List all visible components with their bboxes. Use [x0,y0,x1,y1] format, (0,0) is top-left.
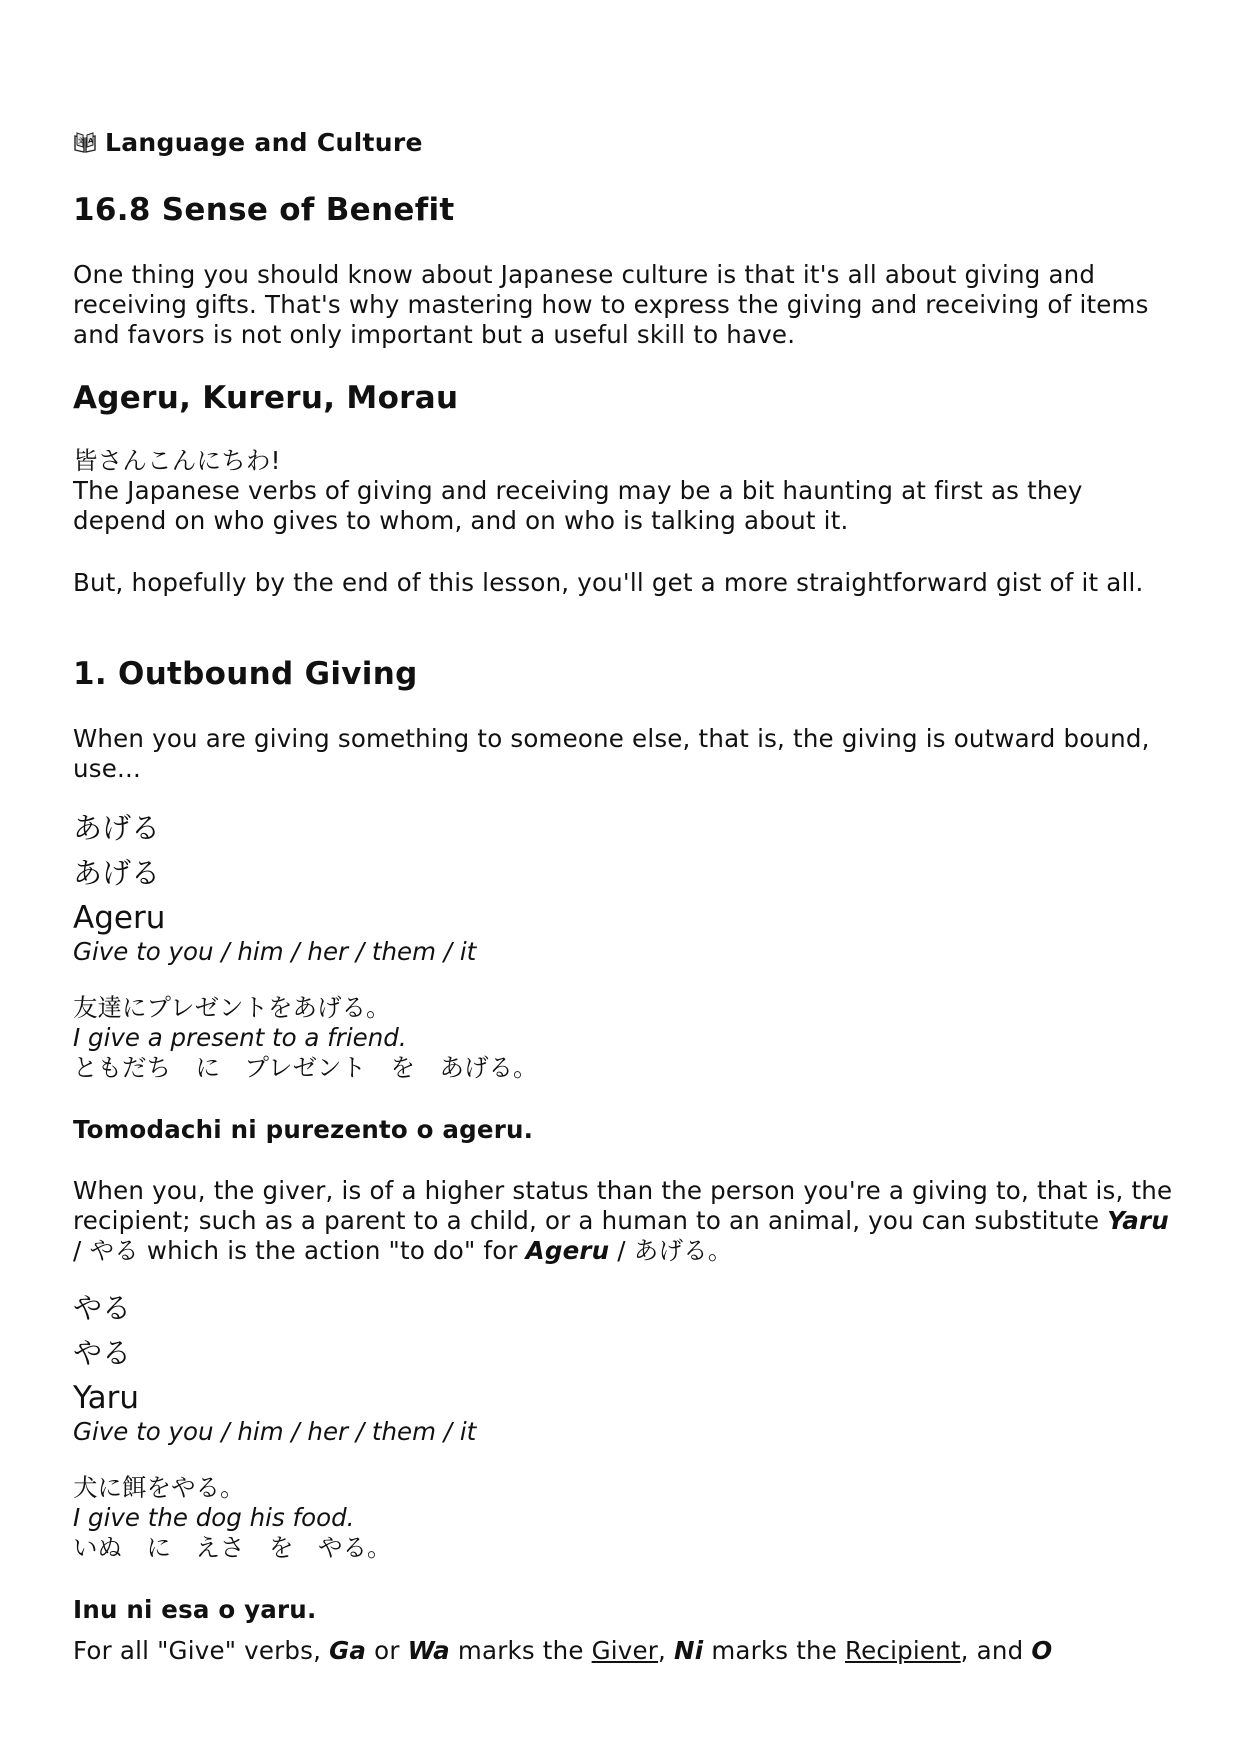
status-text-yaru: Yaru [1107,1206,1169,1235]
ageru-romaji: Ageru [73,900,166,936]
open-book-icon [73,131,97,155]
status-text-part3: / あげる。 [609,1236,733,1265]
particle-wa: Wa [407,1636,450,1665]
yaru-romaji: Yaru [73,1380,140,1416]
outbound-giving-heading: 1. Outbound Giving [73,656,418,692]
lesson-title: 16.8 Sense of Benefit [73,192,455,228]
section-label-text: Language and Culture [105,128,423,157]
ageru-gloss: Give to you / him / her / them / it [73,937,477,966]
giver-term: Giver [591,1636,659,1665]
give-all-comma: , [658,1636,675,1665]
yaru-example-english: I give the dog his food. [73,1503,355,1532]
give-all-part1: For all "Give" verbs, [73,1636,330,1665]
ageru-kanji: あげる [73,811,161,845]
greeting-text: 皆さんこんにちわ! [73,446,281,475]
status-text-part2: / やる which is the action "to do" for [73,1236,526,1265]
particle-o: O [1031,1636,1053,1665]
lesson-intro: One thing you should know about Japanese culture is that it's all about giving and receiving gifts. That's why mastering how to express the giving and receiving of items and favors is not only important but a useful skill to have. [73,260,1149,349]
particle-ni: Ni [674,1636,704,1665]
recipient-term: Recipient [845,1636,961,1665]
yaru-example-japanese: 犬に餌をやる。 [73,1473,245,1502]
give-all-marks2: marks the [703,1636,846,1665]
status-text-ageru: Ageru [525,1236,610,1265]
section-label [73,128,423,157]
yaru-kana: やる [73,1336,132,1370]
give-all-and: , and [960,1636,1032,1665]
ageru-example-english: I give a present to a friend. [73,1023,407,1052]
ageru-example-romaji: Tomodachi ni purezento o ageru. [73,1115,534,1144]
ageru-example-kana: ともだち に プレゼント を あげる。 [73,1053,538,1082]
ageru-kana: あげる [73,856,161,890]
svg-text:文: 文 [78,137,85,145]
yaru-gloss: Give to you / him / her / them / it [73,1417,477,1446]
particle-ga: Ga [329,1636,367,1665]
svg-text:A: A [88,136,94,145]
yaru-example-romaji: Inu ni esa o yaru. [73,1595,317,1624]
yaru-example-kana: いぬ に えさ を やる。 [73,1533,392,1562]
ageru-example-japanese: 友達にプレゼントをあげる。 [73,993,391,1022]
status-explanation [73,1176,1173,1266]
give-all-or: or [366,1636,408,1665]
yaru-kanji: やる [73,1291,132,1325]
verbs-intro-text: The Japanese verbs of giving and receiving may be a bit haunting at first as they depend on who gives to whom, and on who is talking about it. [73,476,1083,535]
give-verbs-particles-text [73,1636,1173,1666]
outbound-intro-text: When you are giving something to someone else, that is, the giving is outward bound, use... [73,724,1150,783]
status-text-part1: When you, the giver, is of a higher status than the person you're a giving to, that is, the recipient; such as a parent to a child, or a human to an animal, you can substitute [73,1176,1173,1235]
ageru-kureru-morau-heading: Ageru, Kureru, Morau [73,380,459,416]
hope-text: But, hopefully by the end of this lesson, you'll get a more straightforward gist of it all. [73,568,1144,597]
give-all-marks1: marks the [449,1636,592,1665]
